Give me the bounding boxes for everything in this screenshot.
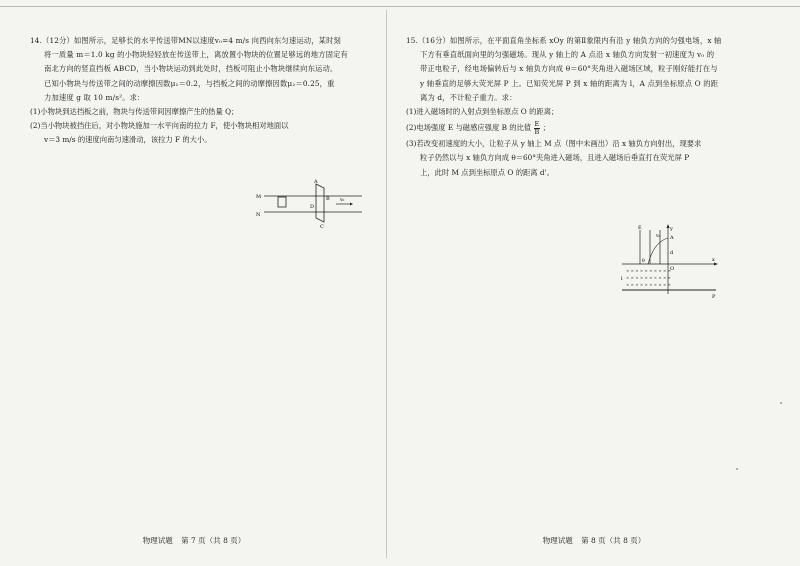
label-B: B bbox=[326, 196, 330, 202]
q15-sub-3: (3)若改变初速度的大小，让粒子从 y 轴上 M 点（图中未画出）沿 x 轴负方向射出，现要求 bbox=[406, 139, 702, 149]
label-M: M bbox=[256, 194, 262, 200]
q15-line-1: 下方有垂直纸面向里的匀强磁场。现从 y 轴上的 A 点沿 x 轴负方向发射一初速度为 v₀ 的 bbox=[420, 50, 715, 60]
q15-line-2: 带正电粒子，经电场偏转后与 x 轴负方向成 θ＝60°夹角进入磁场区域，粒子刚好能打在与 bbox=[420, 64, 718, 74]
cross-row-1: × × × × × × × × × × bbox=[626, 268, 671, 273]
q14-sub-2: (2)当小物块被挡住后，对小物块施加一水平向南的拉力 F，使小物块相对地面以 bbox=[30, 121, 289, 131]
label-O: O bbox=[670, 266, 675, 272]
fraction-E-over-B bbox=[534, 121, 541, 136]
velocity-arrowhead bbox=[350, 203, 353, 206]
scan-speck bbox=[780, 402, 782, 404]
q14-header: 14.（12分）如图所示，足够长的水平传送带MN以速度v₀=4 m/s 向西向东匀速运动，某时刻 bbox=[30, 36, 342, 45]
q15-sub-2-text: (2)电场强度 E 与磁感应强度 B 的比值 bbox=[406, 123, 532, 133]
fraction-denominator: B bbox=[534, 127, 540, 136]
q15-sub-2 bbox=[406, 119, 782, 137]
q14-line-2: 南北方向的竖直挡板 ABCD，当小物块运动到此处时，挡板可阻止小物块继续向东运动。 bbox=[44, 64, 338, 74]
page-8 bbox=[388, 0, 800, 566]
scan-speck bbox=[736, 468, 738, 470]
baffle-plate bbox=[316, 184, 324, 222]
q15-line-4: 离为 d，不计粒子重力。求： bbox=[420, 92, 517, 102]
footer-page: 第 8 页（共 8 页） bbox=[581, 536, 646, 545]
q14-line-1: 将一质量 m＝1.0 kg 的小物块轻轻放在传送带上，离放置小物块的位置足够远的地方固定有 bbox=[44, 50, 349, 60]
page-7 bbox=[0, 0, 388, 566]
cross-row-2: × × × × × × × × × × bbox=[626, 275, 671, 280]
page-8-footer bbox=[388, 535, 800, 546]
field-diagram bbox=[620, 224, 720, 308]
label-v0: v₀ bbox=[340, 198, 345, 203]
q14-sub-1: (1)小物块到达挡板之前，物块与传送带间因摩擦产生的热量 Q； bbox=[30, 107, 239, 117]
q15-header: 15.（16分）如图所示，在平面直角坐标系 xOy 的第Ⅱ象限内有沿 y 轴负方向的匀强电场，x 轴 bbox=[406, 36, 722, 45]
conveyor-diagram bbox=[254, 178, 364, 230]
label-d: d bbox=[670, 250, 674, 256]
q15-sub-3-cont-1: 粒子仍然以与 x 轴负方向成 θ＝60°夹角进入磁场，且进入磁场后垂直打在荧光屏 P bbox=[420, 153, 690, 163]
footer-page: 第 7 页（共 8 页） bbox=[181, 536, 246, 545]
block bbox=[278, 197, 286, 207]
label-P: P bbox=[712, 294, 716, 300]
label-D: D bbox=[310, 204, 315, 210]
label-l: l bbox=[621, 276, 623, 282]
label-x: x bbox=[712, 257, 715, 263]
page-7-footer bbox=[0, 535, 388, 546]
magnetic-field-marks bbox=[626, 268, 671, 287]
label-theta: θ bbox=[642, 259, 645, 264]
label-v0: v₀ bbox=[656, 234, 661, 239]
fraction-numerator: E bbox=[534, 119, 540, 128]
label-C: C bbox=[320, 224, 324, 230]
footer-subject: 物理试题 bbox=[142, 536, 173, 545]
q15-sub-2-tail: ； bbox=[542, 123, 550, 133]
footer-subject: 物理试题 bbox=[542, 536, 573, 545]
trajectory bbox=[648, 238, 668, 264]
label-N: N bbox=[256, 212, 261, 218]
q15-line-3: y 轴垂直的足够大荧光屏 P 上。已知荧光屏 P 到 x 轴的距离为 l，A 点到坐标原点 O 的距 bbox=[420, 78, 719, 88]
q15-sub-3-cont-2: 上，此时 M 点到坐标原点 O 的距离 d'。 bbox=[420, 167, 554, 177]
label-A: A bbox=[670, 235, 674, 241]
q14-line-4: 力加速度 g 取 10 m/s²。求： bbox=[44, 92, 145, 102]
q14-sub-2-cont: v＝3 m/s 的速度向南匀速滑动，该拉力 F 的大小。 bbox=[44, 135, 212, 145]
label-A: A bbox=[314, 179, 318, 185]
q14-line-3: 已知小物块与传送带之间的动摩擦因数μ₁＝0.2，与挡板之间的动摩擦因数μ₂＝0.25，重 bbox=[44, 78, 335, 88]
q15-sub-1: (1)进入磁场时的入射点到坐标原点 O 的距离； bbox=[406, 107, 559, 117]
label-y: y bbox=[670, 226, 673, 232]
label-E: E bbox=[638, 225, 642, 231]
cross-row-3: × × × × × × × × × × bbox=[626, 282, 671, 287]
